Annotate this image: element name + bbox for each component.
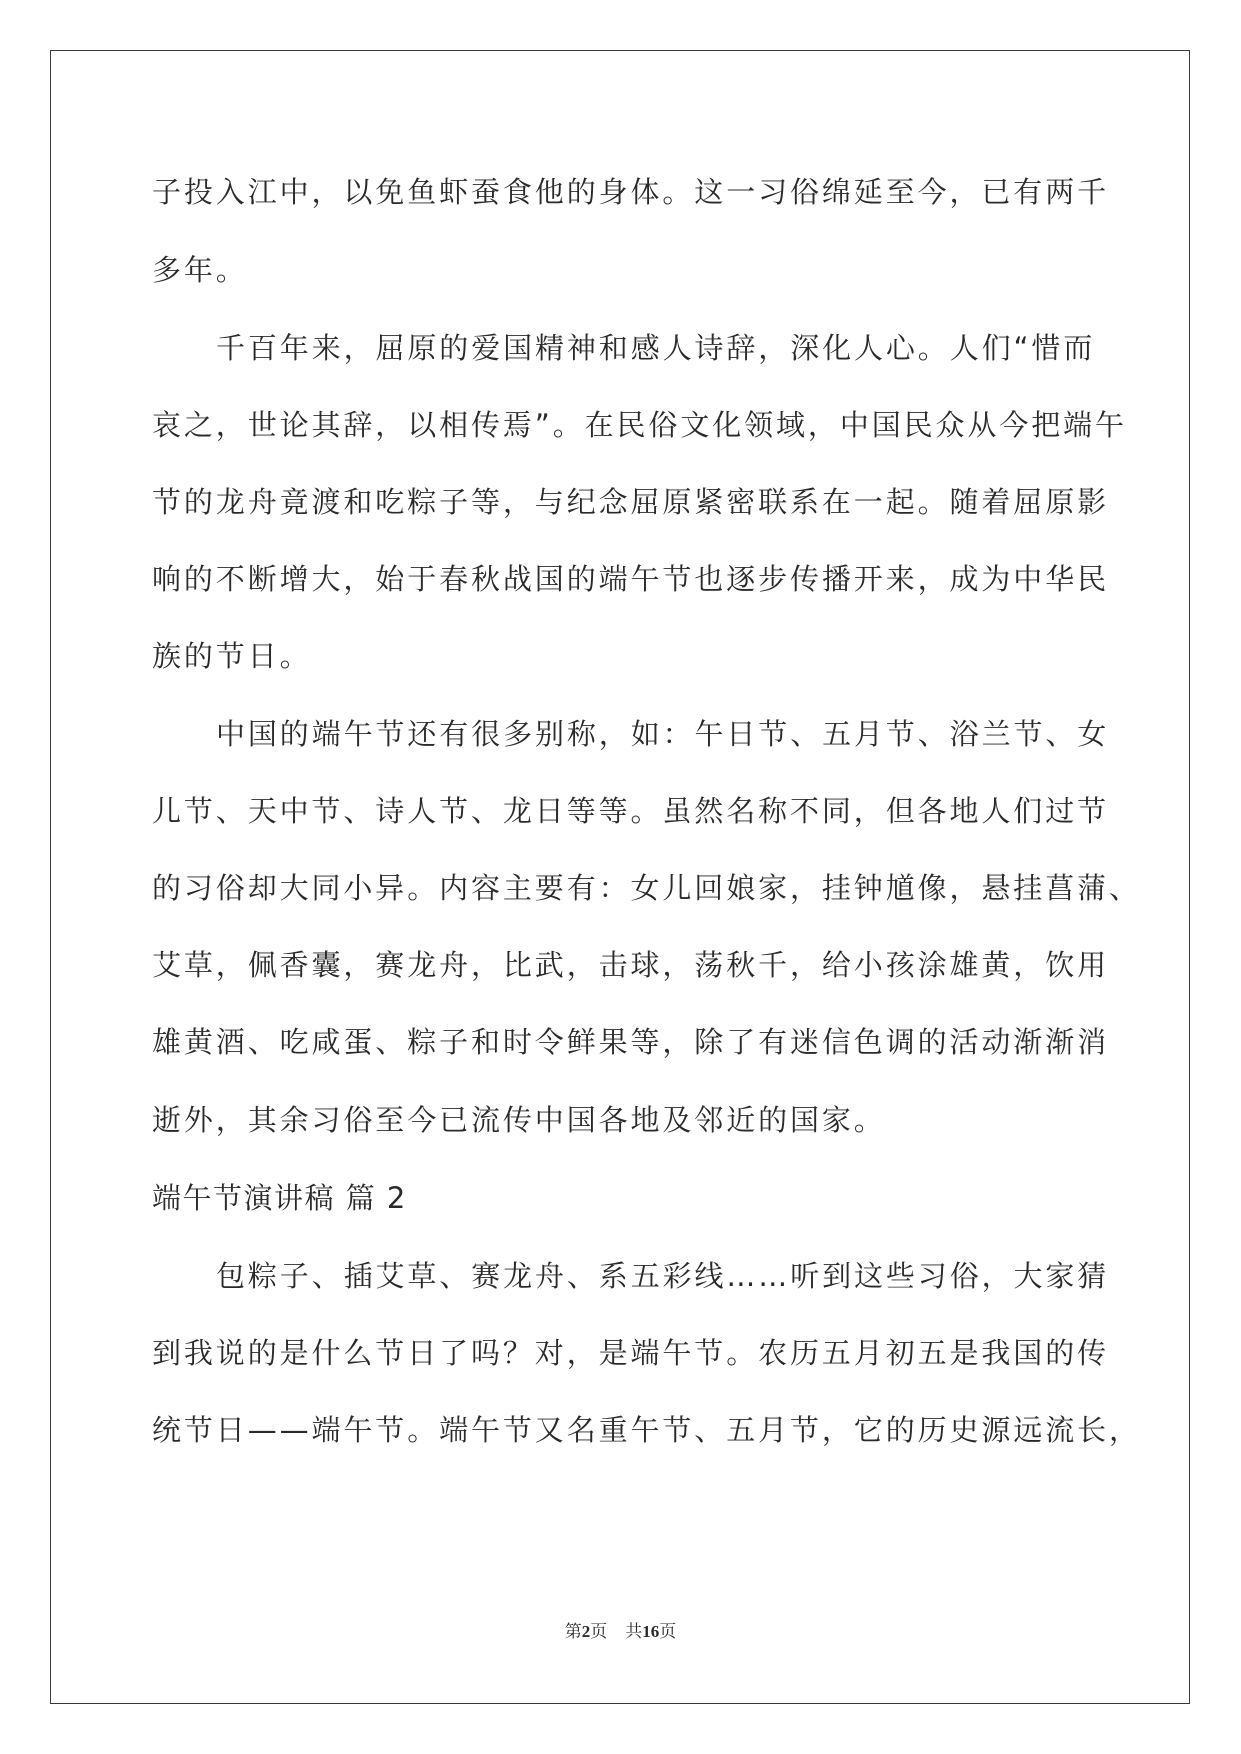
- paragraph-start: 千百年来，屈原的爱国精神和感人诗辞，深化人心。人们“惜而: [216, 331, 1096, 365]
- total-label-prefix: 共: [625, 1622, 643, 1642]
- text-line: 艾草，佩香囊，赛龙舟，比武，击球，荡秋千，给小孩涂雄黄，饮用: [152, 948, 1110, 982]
- text-line: 逝外，其余习俗至今已流传中国各地及邻近的国家。: [152, 1103, 886, 1137]
- page-total: 16: [642, 1622, 660, 1641]
- text-line: 哀之，世论其辞，以相传焉”。在民俗文化领域，中国民众从今把端午: [152, 408, 1127, 442]
- paragraph-start: 包粽子、插艾草、赛龙舟、系五彩线……听到这些习俗，大家猜: [216, 1259, 1110, 1293]
- text-line: 多年。: [152, 253, 248, 287]
- text-line: 族的节日。: [152, 639, 312, 673]
- text-line: 子投入江中，以免鱼虾蚕食他的身体。这一习俗绵延至今，已有两千: [152, 175, 1110, 209]
- section-heading: 端午节演讲稿 篇 2: [152, 1181, 407, 1215]
- total-label-suffix: 页: [659, 1622, 677, 1642]
- paragraph-start: 中国的端午节还有很多别称，如：午日节、五月节、浴兰节、女: [216, 717, 1110, 751]
- page-footer: [0, 1620, 1241, 1644]
- text-line: 统节日——端午节。端午节又名重午节、五月节，它的历史源远流长，: [152, 1413, 1141, 1447]
- page-label-prefix: 第: [564, 1622, 582, 1642]
- page-current: 2: [581, 1622, 591, 1641]
- text-line: 的习俗却大同小异。内容主要有：女儿回娘家，挂钟馗像，悬挂菖蒲、: [152, 871, 1141, 905]
- text-line: 节的龙舟竟渡和吃粽子等，与纪念屈原紧密联系在一起。随着屈原影: [152, 485, 1110, 519]
- text-line: 儿节、天中节、诗人节、龙日等等。虽然名称不同，但各地人们过节: [152, 794, 1110, 828]
- text-line: 到我说的是什么节日了吗？对，是端午节。农历五月初五是我国的传: [152, 1336, 1110, 1370]
- page-label-suffix: 页: [590, 1622, 608, 1642]
- text-line: 雄黄酒、吃咸蛋、粽子和时令鲜果等，除了有迷信色调的活动渐渐消: [152, 1025, 1110, 1059]
- text-line: 响的不断增大，始于春秋战国的端午节也逐步传播开来，成为中华民: [152, 562, 1110, 596]
